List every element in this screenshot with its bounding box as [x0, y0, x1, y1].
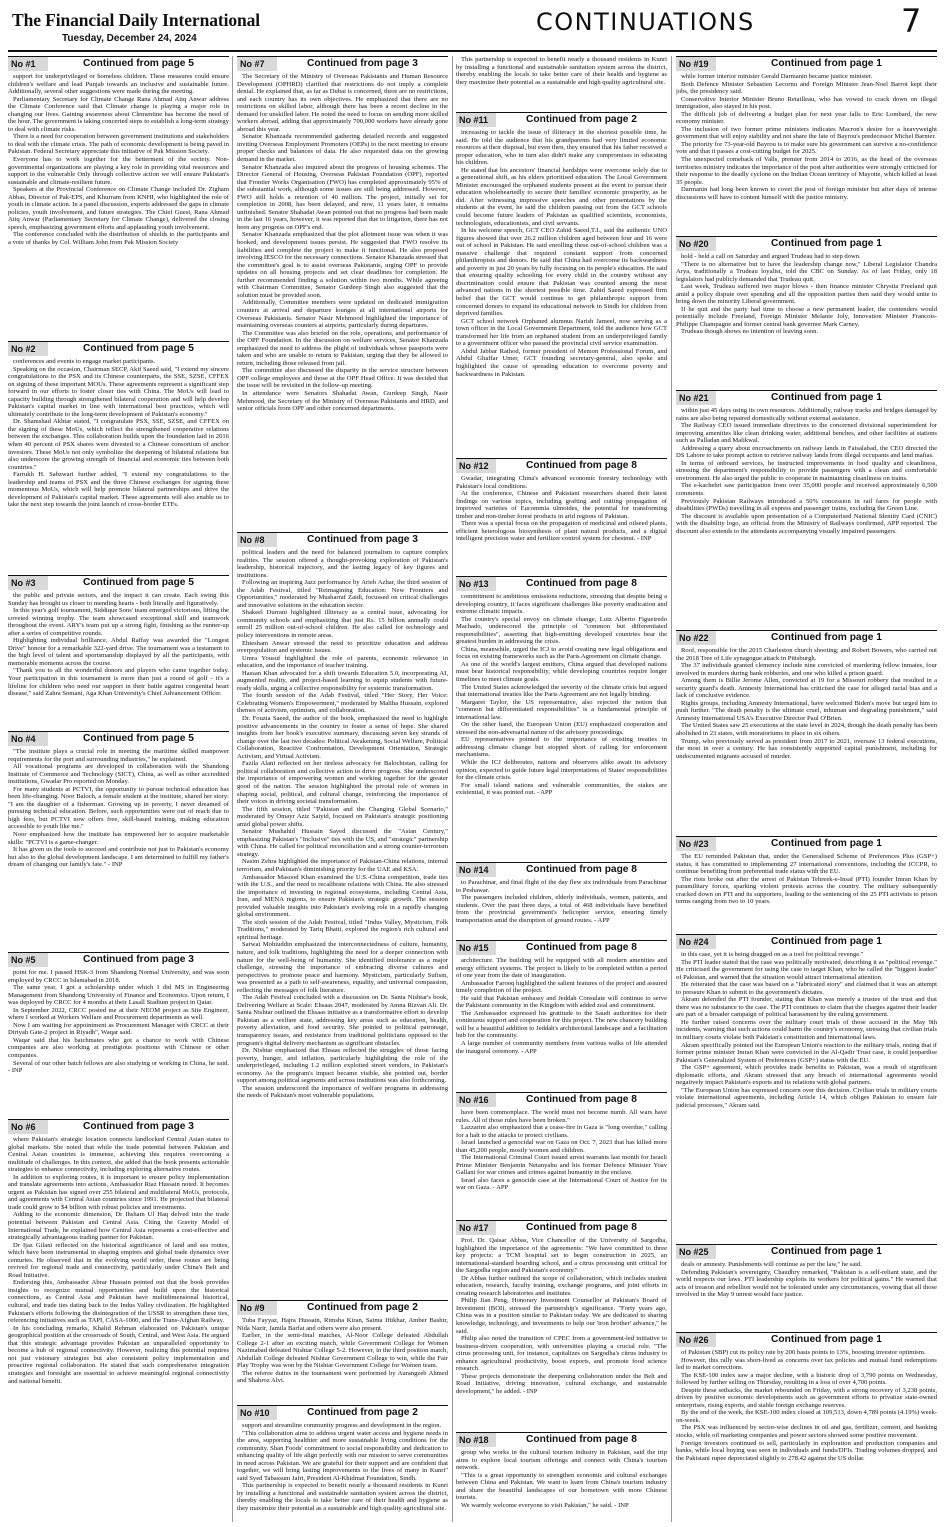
article-paragraph: Ambassador Farooq highlighted the salient features of the project and assured timely completion of the project. [456, 979, 667, 995]
article-paragraph: Dr. Shamshad Akhtar stated, "I congratulate PSX, SSE, SZSE, and CFFEX on the signing of these MoUs, which reflect the strengthened cooperative relations between the exchanges. This collaboration builds upon the foundation laid in 2016 when 40 percent of PSX shares were divested to a Chinese consortium of anchor investors. These MoUs not only symbolize the deepening of bilateral relations but also underscore the growing strength of financial and economic ties between both countries." [8, 418, 229, 471]
article-paragraph: group who works in the cultural tourism industry in Pakistan, said the trip aims to explore local tourism offerings and connect with China's tourism network. [456, 1449, 667, 1472]
article-paragraph: Additionally, Committee members were updated on dedicated immigration counters at arrival and departure lounges at all international airports for Overseas Pakistanis. Senator Nasir Mehmood highlighted the importance of maintaining overseas counters at airports, particularly during departures. [237, 299, 448, 330]
article-paragraph: "This is a great opportunity to strengthen economic and cultural exchanges between China and Pakistan. We want to learn from China's tourism industry and share the beautiful landscapes of our hometown with more Chinese tourists. [456, 1471, 667, 1502]
continued-from-label: Continued from page 5 [83, 733, 194, 744]
article-header [456, 1432, 667, 1447]
article-paragraph: The passengers included children, elderly individuals, women, patients, and students. Over the past three days, a total of 468 individuals have benefited from the provincial government's helicopter service, ensuring timely transportation amid the disruption of ground routes. - APP [456, 894, 667, 924]
article-body [676, 407, 937, 535]
article-paragraph: Israel also faces a genocide case at the International Court of Justice for its war on Gaza. - APP [456, 1176, 667, 1192]
article-header [676, 56, 937, 71]
article-paragraph: commitment to ambitious emissions reductions, stressing that despite being a developing country, it faces significant challenges like poverty eradication and extreme climatic impacts. [456, 593, 667, 616]
article-header [456, 112, 667, 127]
article-number: No #13 [456, 577, 496, 591]
article-number: No #7 [237, 57, 277, 71]
article-paragraph: He further raised concerns over the military court trials of those accused in the May 9th incidents, warning that such actions could harm the country's economy, stressing that civilian trials in military courts violate both Pakistan's constitution and international laws. [676, 1018, 937, 1042]
article-paragraph: He reiterated that the case was based on a "fabricated story" and claimed that it was an attempt to pressure Khan to submit to the government's dictates. [676, 981, 937, 996]
article-paragraph: where Pakistan's strategic location connects landlocked Central Asian states to global markets. She noted that while the trade potential between Pakistan and Central Asian countries is immense, achieving this requires overcoming a multitude of challenges. In this context, she added that the book presents actionable strategies to enhance connectivity, including exploring alternative routes. [8, 1136, 229, 1174]
article-paragraph: However, this rally was short-lived as concerns over tax policies and mutual fund redemptions led to market corrections. [676, 1356, 937, 1372]
continued-from-label: Continued from page 1 [771, 238, 882, 249]
column-2 [237, 56, 448, 1522]
article-body [676, 647, 937, 760]
masthead [8, 4, 937, 52]
newspaper-name: The Financial Daily International [12, 10, 261, 30]
article-body [8, 73, 229, 247]
article-number: No #24 [676, 935, 716, 949]
article-paragraph: Senator Khanzada emphasized that the plot allotment issue was when it was booked, and development issues persist. He suggested that FWO resolve its liabilities and complete the project to make it functional. He also proposed involving IESCO for the necessary connections. Senator Khanzada stressed that the committee's goal is to assist overseas Pakistanis, urging OPF to provide updates on all housing projects and set clear deadlines for completion. He further recommended finding a solution within two months. While agreeing with Chairman Committee, Senator Gurdeep Singh also suggested that the solution must be provided soon. [237, 231, 448, 299]
article-paragraph: Dr Abbas further outlined the scope of collaboration, which includes student education, research, faculty training, exchange programs, and joint efforts in creating research laboratories and institutes. [456, 1274, 667, 1297]
article-paragraph: The United States acknowledged the severity of the climate crisis but argued that international treaties like the Paris Agreement are not legally binding. [456, 683, 667, 699]
article-paragraph: Israel launched a genocidal war on Gaza on Oct. 7, 2023 that has killed more than 45,200 people, mostly women and children. [456, 1139, 667, 1154]
article-header [8, 952, 229, 967]
article-paragraph: Previously Pakistan Railways introduced a 50% concession in rail fares for people with disabilities (PWDs) travelling in all express and passenger trains, excluding the Green Line. [676, 497, 937, 513]
article-paragraph: Rights groups, including Amnesty International, have welcomed Biden's move but urged him to push further. "The death penalty is the ultimate cruel, inhuman and degrading punishment," said Amnesty International USA's Executive Director Paul O'Brien. [676, 699, 937, 722]
article-paragraph: Addressing a query about encroachments on railway lands in Faisalabad, the CEO directed the DS Lahore to take prompt action to retrieve railway lands from illegal occupants and land mafias. [676, 444, 937, 460]
column-1 [8, 56, 229, 1522]
article-header [8, 341, 229, 356]
column-rule [232, 56, 233, 1522]
article-paragraph: In his welcome speech, GCT CEO Zahid Saeed,T.I., said the authentic UNO figures showed that over 26.2 million children aged between four and 16 were out of school in Pakistan. He said enrolling these out-of-school children was a massive challenge that required constant support from concerned philanthropists and donors. He said that China had overcome its backwardness and poverty in just 20 years by fully focusing on its people's education. He said that ensuring quality schooling for every child in the country without any discrimination could ensure that Pakistan was counted among the most advanced nations in the shortest possible time. Zahid Saeed expressed firm belief that the GCT would continue to get philanthropic support from concerned donors to expand its educational network in Sindh for children from deprived families. [456, 227, 667, 318]
article-block [456, 1432, 667, 1522]
article-paragraph: Fazila Alani reflected on her tireless advocacy for Balochistan, calling for political collaboration and collective action to drive progress. She underscored the importance of empowering women and working together for the greater good of the nation. The session highlighted the pivotal role of women in shaping social, political, and cultural change, reinforcing the importance of their voices in driving societal transformation. [237, 760, 448, 806]
article-block [676, 1332, 937, 1522]
article-paragraph: By the end of the week, the KSE-100 index closed at 109,513, down 4,789 points (4.19%) week-on-week. [676, 1409, 937, 1424]
article-paragraph: Among them is Billie Jerome Allen, convicted at 19 for a Missouri robbery that resulted in a security guard's death. Amnesty International has criticised the case for alleged racial bias and a lack of conclusive evidence. [676, 677, 937, 700]
article-body [8, 592, 229, 698]
article-paragraph: Umra Yousuf highlighted the role of parents, economic relevance in education, and the importance of teacher training. [237, 654, 448, 670]
article-paragraph: The EU reminded Pakistan that, under the Generalised Scheme of Preferences Plus (GSP+) status, it has committed to implementing 27 international conventions, including the ICCPR, to continue benefiting from preferential trade status with the EU. [676, 853, 937, 876]
article-number: No #17 [456, 1221, 496, 1235]
issue-date: Tuesday, December 24, 2024 [62, 33, 197, 44]
article-paragraph: Endorsing this, Ambassador Abrar Hussain pointed out that the book provides insights to recognize mutual opportunities and build upon the historical connections, as Central Asia and Pakistan have multidimensional historical, cultural, and trade ties dating back to the Indus Valley civilization. He highlighted Pakistan's efforts following the disintegration of the USSR to strengthen these ties, referencing initiatives such as TAPI, CASA-1000, and the Trans-Afghan Railway. [8, 1279, 229, 1325]
article-header [676, 934, 937, 949]
article-paragraph: Several of our other batch fellows are also studying or working in China, he said. - INP [8, 1059, 229, 1075]
article-paragraph: In terms of onboard services, he instructed improvements in food quality and cleanliness, stressing the department's responsibility to provide passengers with a clean and comfortable environment. He also urged the public to cooperate in maintaining cleanliness on trains. [676, 459, 937, 482]
article-body [456, 593, 667, 797]
continued-from-label: Continued from page 8 [526, 1434, 637, 1445]
article-block [8, 56, 229, 339]
article-paragraph: Gwadar, integrating China's advanced economic forestry technology with Pakistan's local conditions. [456, 475, 667, 490]
article-paragraph: Following an inspiring Jazz performance by Arieb Azhar, the third session of the Adab Festival, titled "Reimagining Education: New Frontiers and Opportunities," moderated by Musharraf Zaidi, focussed on critical challenges and innovative solutions in the education sector. [237, 579, 448, 609]
article-paragraph: The GSP+ agreement, which provides trade benefits to Pakistan, was a result of significant diplomatic efforts, and Akram stressed that any breach of international agreements would negatively impact Pakistan's exports and its relations with global partners. [676, 1064, 937, 1087]
article-paragraph: At the conference, Chinese and Pakistani researchers shared their latest findings on various topics, including grafting and cutting propagation of improved varieties of Eucommia ulmoides, the potential for transforming timber and non-timber forest products in arid regions of Pakistan. [456, 490, 667, 520]
article-paragraph: The riots broke out after the arrest of Pakistan Tehreek-e-Insaf (PTI) founder Imran Khan by paramilitary forces, sparking violent protests across the country. The military subsequently cracked down on PTI and its supporters, leading to the sentencing of the 25 PTI activists to prison terms ranging from two to 10 years. [676, 875, 937, 906]
article-paragraph: have been commonplace. The world must not become numb. All wars have rules. All of those rules have been broken." [456, 1109, 667, 1124]
article-block [456, 1092, 667, 1217]
article-paragraph: Foreign investors continued to sell, particularly in exploration and production companies and banks, while local buying was seen in individuals and funds/DFIs. Trading volumes dropped, and the Pakistani rupee depreciated slightly to 278.42 against the US dollar. [676, 1439, 937, 1462]
article-body [237, 1317, 448, 1385]
article-body [456, 129, 667, 378]
article-paragraph: Now I am waiting for appointment as Procurement Manager with CRCC at their Diriyah Gate-2 project in Riyadh", Waqar said. [8, 1021, 229, 1037]
page-number: 7 [901, 2, 922, 40]
article-paragraph: Despite these setbacks, the market rebounded on Friday, with a strong recovery of 3,238 points, driven by positive economic developments such as government efforts to privatize state-owned enterprises, rising exports, and stable foreign exchange reserves. [676, 1386, 937, 1409]
article-paragraph: The fourth session of the Adab Festival, titled "Her Story, Her Voice: Celebrating Women's Empowerment," moderated by Maliha Hussain, explored themes of activism, optimism, and collaboration. [237, 692, 448, 715]
article-paragraph: The Railway CEO issued immediate directives to the concerned divisional superintendent for improving amenities like clean drinking water, additional benches, and other facilities at stations such as Palladan and Malikwal. [676, 422, 937, 445]
article-block [237, 532, 448, 1293]
article-paragraph: Conservative Interior Minister Bruno Retailleau, who has vowed to crack down on illegal immigration, also stayed in his post. [676, 95, 937, 111]
article-header [8, 56, 229, 71]
article-paragraph: Everyone has to work together for the betterment of the society. Non-governmental organizations are playing a key role in providing vital resources and support to the vulnerable Only through collective action we will ensure Pakistan's sustainable and climate-resilient future. [8, 156, 229, 186]
article-block [8, 952, 229, 1076]
article-paragraph: Adding to the economic dimension, Dr Ihsham Ul Haq delved into the trade potential between Pakistan and Central Asia. Citing the Gravity Model of International Trade, he explained how Central Asia represents a cost-effective and strategically advantageous trading partner for Pakistan. [8, 1211, 229, 1242]
article-paragraph: The same year, I got a scholarship under which I did MS in Engineering Management from Shandong University of Finance and Economics. Upon return, I was deployed by CRCC for 4 months at their Lasall Stadium project in Qatar. [8, 984, 229, 1007]
article-paragraph: architecture. The building will be equipped with all modern amenities and energy efficient systems. The project is likely to be completed within a period of one year from the date of inauguration. [456, 957, 667, 980]
continued-from-label: Continued from page 8 [526, 864, 637, 875]
article-paragraph: The referee duties in the tournament were performed by Aurangzeb Ahmed and Shahroz Alvi. [237, 1369, 448, 1385]
article-paragraph: Senator Khanzada also inquired about the progress of housing schemes. The Director General of Housing, Overseas Pakistan Foundation (OPF), reported that Frontier Works Organisation (FWO) has completed approximately 95% of the substantial work, although some issues are still being addressed. However, FWO still holds a retention of 40 million. The project, initially set for completion in 2008, has been delayed, and now, 11 years later, it remains unfinished. Senator Shahadat Awan pointed out that no progress had been made in the last 16 years, however, it was reported that due to litigation, there has not been any progress on OPF's end. [237, 163, 448, 231]
article-block [8, 575, 229, 727]
article-number: No #5 [8, 953, 48, 967]
article-block [456, 458, 667, 570]
continued-from-label: Continued from page 2 [307, 1407, 418, 1418]
article-number: No #20 [676, 237, 716, 251]
continued-from-label: Continued from page 1 [771, 838, 882, 849]
article-block [676, 1244, 937, 1326]
article-paragraph: Ambassador Masood Khan examined the U.S.-China competition, trade ties with the U.S., and the need to recalibrate relations with China. He also stressed the importance of investing in regional ecosystems, including Central Asia, Iran, and MENA regions, to ensure Pakistan's strategic growth. The session provided valuable insights into Pakistan's evolving role in a rapidly changing global environment. [237, 873, 448, 919]
article-paragraph: For many students at PCTVI, the opportunity to pursue technical education has been life-changing. Noor Baloch, a female student at the institute, shared her story: "I am the daughter of a fisherman. Growing up in poverty, I never dreamed of pursuing technical education. Before, such opportunities were out of reach due to high fees, but PCTVI now offers free, skill-based training, making education accessible to youth like me." [8, 785, 229, 831]
article-paragraph: He said that Pakistan embassy and Jeddah Consulate will continue to serve the Pakistani community in the Kingdom with added zeal and commitment. [456, 994, 667, 1010]
article-paragraph: The discount is available upon presentation of a Computerised National Identity Card (CNIC) with the disability logo, an official from the Ministry of Railways confirmed, APP reported. The discount also extends to the attendants accompanying visually impaired passengers. [676, 512, 937, 535]
article-body [676, 73, 937, 201]
article-paragraph: Ehtesham Anwar stressed the need to prioritize education and address overpopulation and systemic issues. [237, 639, 448, 655]
article-paragraph: Philip also noted the transition of CPEC from a government-led initiative to business-driven cooperation, with universities playing a crucial role. "The citrus processing unit, for instance, capitalizes on Sargodha's citrus industry to enhance agricultural productivity, boost exports, and promote food science research. [456, 1335, 667, 1373]
article-body [456, 475, 667, 543]
article-header [456, 1092, 667, 1107]
article-paragraph: The fifth session, titled "Pakistan and the Changing Global Scenario," moderated by Omayr Aziz Saiyid, focused on Pakistan's strategic positioning amid global power shifts. [237, 805, 448, 828]
article-number: No #15 [456, 941, 496, 955]
article-paragraph: The Committee was also briefed on the role, operations, and performance of the OPF Foundation. In the discussion on welfare services, Senator Khanzada emphasized the need to address the plight of individuals whose passports were taken and who are unable to return to Pakistan, urging that they be allowed to return, including those released from jail. [237, 329, 448, 367]
article-body [676, 951, 937, 1109]
continued-from-label: Continued from page 5 [83, 58, 194, 69]
article-number: No #11 [456, 113, 496, 127]
article-paragraph: "The European Union has expressed concern over this decision. Civilian trials in military courts violate international agreements, including Article 14, which obliges Pakistan to ensure fair judicial processes," Akram said. [676, 1086, 937, 1109]
article-header [456, 862, 667, 877]
article-body [456, 56, 667, 86]
article-paragraph: Defending Pakistan's sovereignty, Chaudhry remarked, "Pakistan is a self-reliant state, and the world respects our laws. PTI leadership exploits its workers for political gains." He warned that acts of treason and rebellion would not be tolerated under any circumstances, vowing that all those involved in the May 9 unrest would face justice. [676, 1268, 937, 1299]
article-paragraph: Senator Khanzada recommended gathering detailed records and suggested inviting Overseas Employment Promoters (OEPs) to the next meeting to ensure proper checks and balances of data. He also requested data on the growing demand in the market. [237, 133, 448, 164]
article-block [456, 940, 667, 1068]
article-paragraph: hold - held a call on Saturday and argued Trudeau had to step down. [681, 253, 861, 260]
article-block [676, 236, 937, 386]
article-paragraph: Trump, who previously served as president from 2017 to 2021, oversaw 13 federal executions, the most in over a century. He has consistently supported capital punishment, including for undocumented migrants accused of murder. [676, 737, 937, 760]
article-paragraph: in this case, yet it is being dragged on as a tool for political revenge." [681, 951, 864, 958]
article-paragraph: Noor emphasized how the institute has empowered her to acquire marketable skills: "PCTVI is a game-changer. [8, 831, 229, 846]
article-body [8, 1136, 229, 1385]
article-paragraph: Sarwat Mohiuddin emphasized the interconnectedness of culture, humanity, nature, and folk traditions, highlighting the need for a deeper connection with nature for the well-being of humanity. She identified intolerance as a major challenge, stressing the importance of embracing diverse cultures and perspectives to promote peace and harmony. Mysticism, particularly Sufism, was presented as a path to self-awareness, equality, and universal compassion, reflecting the messages of folk literature. [237, 941, 448, 994]
continued-from-label: Continued from page 8 [526, 1094, 637, 1105]
article-paragraph: Roof, responsible for the 2015 Charleston church shooting; and Robert Bowers, who carried out the 2018 Tree of Life synagogue attack in Pittsburgh. [676, 647, 937, 662]
article-paragraph: Nasim Zehra highlighted the importance of Pakistan-China relations, internal terrorism, and Pakistan's diminishing priority for the UAE and KSA. [237, 858, 448, 873]
article-number: No #1 [8, 57, 48, 71]
article-paragraph: Philip Jian Peng, Honorary Investment Counsellor at Pakistan's Board of Investment (BOI), stressed the partnership's significance. "Forty years ago, China was in a position similar to Pakistan today. We are dedicated to sharing knowledge, technology, and investments to help our 'iron brother' advance," he said. [456, 1297, 667, 1335]
article-paragraph: In September 2022, CRCC posted me at their NEOM project as Site Engineer, where I worked at Workers Welfare and Procurement departments as well. [8, 1006, 229, 1022]
continued-from-label: Continued from page 3 [83, 1121, 194, 1132]
article-number: No #26 [676, 1333, 716, 1347]
continued-from-label: Continued from page 1 [771, 632, 882, 643]
article-paragraph: There is a need for cooperation between government institutions and stakeholders to deal with the climate crisis. The path of economic development is being paved in Pakistan. Federal Secretary appreciate this initiative of Pak Mission Society. [8, 133, 229, 156]
article-body [237, 1422, 448, 1513]
article-paragraph: The inclusion of two former prime ministers indicates Macron's desire for a heavyweight government that will enjoy stability and not share the fate of Bayrou's predecessor Michel Barnier. [676, 125, 937, 141]
article-block [676, 934, 937, 1240]
continued-from-label: Continued from page 3 [307, 534, 418, 545]
article-body [676, 853, 937, 906]
article-header [676, 630, 937, 645]
article-paragraph: In attendance were Senators Shahadat Awan, Gurdeep Singh, Nasir Mehmood, the Secretary of the Ministry of Overseas Pakistanis and HRD, and senior officials from OPF and other concerned departments. [237, 389, 448, 413]
article-paragraph: "The institute plays a crucial role in meeting the maritime skilled manpower requirements for the port and surrounding industries," he explained. [8, 748, 229, 763]
article-paragraph: "This collaboration aims to address urgent water access and hygiene needs in the area, supporting healthier and more sustainable living conditions for the community. Shan Foods' commitment to social responsibility and dedication to enhancing quality of life align perfectly with our mission to serve communities in need across Pakistan. We are grateful for their support and are confident that together, we will bring lasting improvements to the lives of many in Kunri" said Syed Tabassum Jafri, President Al-Khidmat Foundation, Sindh. [237, 1429, 448, 1482]
article-paragraph: It has given us the tools to succeed and contribute not just to Pakistan's economy but also to the global development landscape. I am determined to fulfill my father's dream of changing our family's fate." - INP [8, 846, 229, 869]
article-paragraph: The e-kachehri saw participation from over 35,000 people and received approximately 6,500 comments. [676, 482, 937, 498]
article-header [676, 1244, 937, 1259]
article-paragraph: increasing to tackle the issue of illiteracy in the shortest possible time, he said. He told the audience that his grandparents had very limited economic resources at their disposal, but even then, they ensured that his father received a proper education, who in turn also didn't make any compromises in educating his children. [456, 129, 667, 167]
column-rule [452, 56, 453, 1522]
article-header [456, 458, 667, 473]
article-paragraph: Last week, Trudeau suffered two major blows - then finance minister Chrystia Freeland quit amid a policy dispute over spending and all the opposition parties then said they would unite to bring down the minority Liberal government. [676, 283, 937, 306]
article-number: No #23 [676, 837, 716, 851]
article-paragraph: conferences and events to engage market participants. [13, 358, 156, 365]
article-paragraph: He stated that his ancestors' financial hardships were overcome solely due to a generational shift, as his elders prioritised education. The Local Government Minister encouraged the orphaned students present at the event to pursue their education wholeheartedly to secure their families' economic prosperity, as he did. After witnessing impressive speeches and other presentations by the students at the event, he said the children passing out from the GCT schools could become future leaders of Pakistan as qualified scientists, economists, technologists, educationists, and civil servants. [456, 166, 667, 227]
article-paragraph: "Thank you to all the wonderful donors and players who came together today. Your participation in this tournament is more than just a round of golf - it's a lifeline for children who need our support in their battle against congenital heart disease," said Zahra Somani, Aga Khan University's Chief Advancement Officer. [8, 667, 229, 698]
article-body [8, 358, 229, 509]
column-4 [676, 56, 937, 1522]
article-number: No #9 [237, 1301, 277, 1315]
article-body [676, 1349, 937, 1462]
article-header [456, 576, 667, 591]
article-paragraph: In addition to exploring routes, it is important to ensure policy implementation and translate agreements into actions, Ambassador Riaz Hussain noted. It becomes urgent as Pakistan has signed over 255 bilateral and multilateral MoUs, protocols, and agreements with Central Asian countries since 1991. He projected that bilateral trade could grow to $4 billion with robust policies and investments. [8, 1173, 229, 1211]
article-paragraph: The country's special envoy on climate change, Luiz Alberto Figueiredo Machado, underscored the principle of "common but differentiated responsibilities", asserting that high-emitting developed countries bear the greatest burden in addressing the crisis. [456, 615, 667, 646]
article-header [676, 1332, 937, 1347]
article-paragraph: support and streamline community progress and development in the region. [242, 1422, 442, 1429]
continued-from-label: Continued from page 5 [83, 577, 194, 588]
article-paragraph: Earlier, in the semi-final matches, Al-Noor College defeated Abdullah College 2-1 after an exciting match, while Government College for Women Nazimabad defeated Nishtar College 5-2. However, in the third position match, Abdullah College defeated Nishtar Government College to win, while the Fair Play Trophy was won by the Nishtar Government College for Women team. [237, 1332, 448, 1370]
continued-from-label: Continued from page 1 [771, 58, 882, 69]
article-paragraph: Parliamentary Secretary for Climate Change Rana Ahmad Atiq Anwar address the Climate Conference said that Climate change is playing a major role in changing our lives. Gaining awareness about Clementine has become the need of the hour. The government is taking concerted steps to establish a long-term strategy to deal with climate risks. [8, 95, 229, 133]
article-paragraph: The unexpected comeback of Valls, premier from 2014 to 2016, as the head of the overseas territories ministry indicates the importance of the post after authorities were strongly criticised for their response to the deadly cyclone on the Indian Ocean territory of Mayotte, which killed at least 35 people. [676, 156, 937, 186]
article-paragraph: All vocational programs are developed in collaboration with the Shandong Institute of Commerce and Technology (SICT), China, as well as other accredited institutions, Gwadar Pro reported on Monday. [8, 763, 229, 786]
article-paragraph: Abdul Jabbar Rathod, former president of Memon Professional Forum, and Abdul Ghaffar Umer, GCT founding secretary-general, also spoke and highlighted the cause of spreading education to overcome poverty and backwardness in Pakistan. [456, 347, 667, 378]
article-paragraph: The KSE-100 index saw a major decline, with a historic drop of 3,790 points on Wednesday, followed by further selling on Thursday, resulting in a loss of over 4,700 points. [676, 1371, 937, 1387]
article-paragraph: This partnership is expected to benefit nearly a thousand residents in Kunri by installing a functional and sustainable sanitation system across the district, thereby enabling the locals to take better care of their health and hygiene as they maximize their potential as a sustainable and high quality agricultural site. [456, 56, 667, 86]
article-paragraph: Dr. Fouzia Saeed, the author of the book, emphasized the need to highlight positive advancements in the country to foster a sense of hope. She shared insights from her book's executive summary, discussing seven key strands of change over the last two decades: Political Awakening, Social Welfare, Political Collaboration, Reactive Confrontation, Development Orientation, Strategic Activism, and Virtual Activism. [237, 715, 448, 760]
article-header [676, 836, 937, 851]
article-header [8, 575, 229, 590]
continued-from-label: Continued from page 8 [526, 1222, 637, 1233]
continued-from-label: Continued from page 2 [526, 114, 637, 125]
continued-from-label: Continued from page 3 [307, 58, 418, 69]
article-number: No #8 [237, 533, 277, 547]
article-body [456, 1237, 667, 1395]
column-rule [671, 56, 672, 1522]
article-paragraph: As one of the world's largest emitters, China argued that developed nations must bear historical responsibility, while developing countries require longer timelines to meet climate goals. [456, 660, 667, 684]
article-paragraph: Akram defended the PTI founder, stating that Khan was merely a trustee of the trust and that there was no substance to the case. The PTI continues to claim that the charges against their leader are part of a broader campaign of political harassment by the ruling government. [676, 996, 937, 1019]
article-paragraph: For small island nations and vulnerable communities, the stakes are existential, it was pointed out. - APP [456, 781, 667, 797]
article-paragraph: The difficult job of delivering a budget plan for next year falls to Eric Lombard, the new economy minister. [676, 110, 937, 126]
article-paragraph: the public and private sectors, and the impact it can create. Each swing this Sunday has brought us closer to mending hearts - both literally and figuratively. [8, 592, 229, 607]
article-paragraph: Waqar said that his batchmates who got a chance to work with Chinese companies are also working at prestigious positions with Chinese or other companies. [8, 1036, 229, 1060]
article-paragraph: Hassan Khan advocated for a shift towards Education 5.0, incorporating AI, augmented reality, and project-based learning to equip students with future-ready skills, urging a collective responsibility for systemic transformation. [237, 669, 448, 692]
article-header [676, 390, 937, 405]
section-title: CONTINUATIONS [536, 8, 755, 36]
column-3 [456, 56, 667, 1522]
article-paragraph: The 37 individuals granted clemency include nine convicted of murdering fellow inmates, four involved in murders during bank robberies, and one who killed a prison guard. [676, 662, 937, 677]
article-paragraph: The PSX was influenced by sector-wise declines in oil and gas, fertilizer, cement, and banking stocks, while oil marketing companies and power sectors showed some positive movement. [676, 1424, 937, 1440]
article-body [676, 1261, 937, 1299]
article-number: No #22 [676, 631, 716, 645]
article-paragraph: The priority for 73-year-old Bayrou is to make sure his government can survive a no-confidence vote and that it passes a cost-cutting budget for 2025. [676, 140, 937, 156]
article-number: No #3 [8, 576, 48, 590]
article-paragraph: Shakeel Durrani highlighted illiteracy as a central issue, advocating for community schools and emphasizing that just Rs. 15 billion annually could enroll 25 million out-of-school children. He also called for technology and policy interventions in remote areas. [237, 609, 448, 640]
article-paragraph: Dr. Nishtar emphasized that Ehsaas reflected the struggles of those facing poverty, hunger, and inflation, particularly highlighting the role of the underprivileged, including 1.2 million exploited street vendors, in Pakistan's economy. As the program's impact became visible, she pointed out, border support among political segments and across institutions was also forthcoming. [237, 1047, 448, 1085]
article-block [456, 112, 667, 454]
article-number: No #6 [8, 1120, 48, 1134]
article-block [676, 390, 937, 626]
article-number: No #10 [237, 1406, 277, 1420]
article-paragraph: The session underscored the importance of welfare programs in addressing the needs of Pakistan's most vulnerable populations. [237, 1084, 448, 1100]
article-paragraph: of Pakistan (SBP) cut its policy rate by 200 basis points to 13%, boosting investor optimism. [681, 1349, 926, 1356]
article-block [8, 1119, 229, 1522]
article-header [676, 236, 937, 251]
article-paragraph: In his concluding remarks, Khalid Rehman elaborated on Pakistan's unique geographical position at the crossroads of South, Central, and West Asia. He argued that this strategic advantage provides Pakistan an unparalleled opportunity to become a hub of regional connectivity. However, realizing this potential requires not just visionary strategies but also consistent policy implementation and proactive regional collaboration. He stated that such comprehensive integration strategies and foresight are essential to achieve meaningful regional connectivity and national benefit. [8, 1324, 229, 1385]
article-paragraph: We warmly welcome everyone to visit Pakistan," he said. - INP [461, 1501, 629, 1509]
article-paragraph: Highlighting individual brilliance, Abdul Raffay was awarded the "Longest Drive" honour for a remarkable 322-yard drive. The tournament was a testament to the high level of talent and sportsmanship displayed by all the participants, with memorable moments across the course. [8, 637, 229, 667]
article-header [456, 940, 667, 955]
article-paragraph: Speakers at the Provincial Conference on Climate Change included Dr. Zigham Abbas, Director of Pak-EPS, and Khurram from KNHI, who highlighted the role of youth in climate action. In a panel discussion, experts addressed the gaps in climate policies, youth involvement, and future strategies. The Chief Guest, Rana Ahmad Atiq Anwar (Parliamentary Secretary for Climate Change), delivered the closing speech, emphasizing government efforts and applauding youth involvement. [8, 186, 229, 231]
article-block [8, 341, 229, 567]
continued-from-label: Continued from page 1 [771, 936, 882, 947]
article-paragraph: The Ambassador expressed his gratitude to the Saudi authorities for their continuous support and cooperation for this project. The new chancery building will be a beautiful addition to Jeddah's architectural landscape and a facilitation hub for the community. [456, 1009, 667, 1040]
article-block [456, 862, 667, 934]
article-body [237, 73, 448, 413]
continued-from-label: Continued from page 3 [83, 954, 194, 965]
article-paragraph: This partnership is expected to benefit nearly a thousand residents in Kunri by installing a functional and sustainable sanitation system across the district, thereby enabling the locals to take better care of their health and hygiene as they maximize their potential as a sustainable and high quality agricultural site. [237, 1482, 448, 1513]
continued-from-label: Continued from page 5 [83, 343, 194, 354]
continued-from-label: Continued from page 1 [771, 392, 882, 403]
article-paragraph: deals or amnesty. Punishments will continue as per the law," he said. [681, 1261, 862, 1268]
article-header [237, 56, 448, 71]
article-block [456, 576, 667, 858]
article-paragraph: GCT school network Orphaned alumnus Narish Jameel, now serving as a town officer in the Local Government Department, told the audience how GCT transformed her life from an orphaned student from an underprivileged family to a government officer who passed the provincial civil service examination. [456, 317, 667, 348]
article-paragraph: within just 45 days using its own resources. Additionally, railway tracks and bridges damaged by rains are also being repaired domestically without external assistance. [676, 407, 937, 422]
article-paragraph: The PTI leader stated that the case was politically motivated, describing it as "political revenge." He criticised the government for using the case to target Khan, who he called the "biggest leader" of Pakistan, and warned that the situation would attract international attention. [676, 958, 937, 981]
article-body [456, 1109, 667, 1192]
article-block [676, 836, 937, 928]
article-body [237, 549, 448, 1100]
article-paragraph: Akram specifically pointed out the European Union's reaction to the military trials, noting that if former prime minister Imran Khan were convicted in the Al-Qadir Trust case, it could jeopardise Pakistan's Generalized System of Preferences (GSP+) status with the EU. [676, 1041, 937, 1064]
article-paragraph: Farrukh H. Sabzwari further added, "I extend my congratulations to the leadership and teams of PSX and the three Chinese exchanges for signing these momentous MoUs, which will help promote bilateral partnerships and drive the development of Pakistan's capital market. These agreements will also enable us to take the next step towards the joint launch of cross-border ETFs. [8, 471, 229, 509]
article-number: No #16 [456, 1093, 496, 1107]
article-paragraph: Speaking on the occasion, Chairman SECP, Akif Saeed said, "I extend my sincere congratulations to the PSX and its Chinese counterparts, the SSE, SZSE, CFFEX on signing of these important MOUs. These agreements represent a significant step forward in our efforts to foster closer ties with China. The MoUs will lead to capacity building through strengthened bilateral cooperation and will help develop Pakistan's capital market in line with international best practices, which will ultimately contribute to the long-term development of Pakistan's economy." [8, 365, 229, 418]
article-paragraph: The Adab Festival concluded with a discussion on Dr. Sania Nishtar's book, Delivering Welfare at Scale: Ehsaas 2047, moderated by Amna Rizvan Ali. Dr. Sania Nishtar outlined the Ehsaas initiative as a transformative effort to develop Pakistan as a welfare state, addressing key areas such as education, health, poverty alleviation, and food security. She pointed to political patronage, transparency issues, and resistance from traditional politicians opposed to the program's digital delivery mechanism as significant obstacles. [237, 994, 448, 1047]
article-block [237, 1300, 448, 1400]
continued-from-label: Continued from page 1 [771, 1246, 882, 1257]
continued-from-label: Continued from page 8 [526, 460, 637, 471]
article-body [456, 1449, 667, 1509]
article-body [8, 969, 229, 1075]
article-paragraph: EU representatives pointed to the importance of existing treaties in addressing climate change but stopped short of calling for enforcement mechanisms. [456, 736, 667, 759]
article-paragraph: While the ICJ deliberates, nations and observers alike await its advisory opinion, expected to guide future legal interpretations of States' responsibilities for the climate crisis. [456, 759, 667, 782]
article-block [237, 56, 448, 530]
article-number: No #2 [8, 342, 48, 356]
article-paragraph: Dr Ijaz Gilani reflected on the historical significance of land and sea routes, which have been instrumental in shaping empires and global trade dynamics over centuries. He observed that in the evolving world order, these routes are being revived for regional trade and connectivity, particularly under China's Belt and Road Initiative. [8, 1241, 229, 1279]
article-paragraph: There was a special focus on the propagation of medicinal and oilseed plants, efficient heterologous biosynthesis of plant natural products, and a digital intelligent precision water and fertilizer control system for chestnut. - INP [456, 520, 667, 543]
article-header [456, 1220, 667, 1235]
article-paragraph: The committee also discussed the disparity in the service structure between OPF college employees and those at the OPF Head Office. It was decided that the issue will be revisited in the follow-up meeting. [237, 367, 448, 390]
article-body [8, 748, 229, 869]
article-paragraph: Margaret Taylor, the US representative, also rejected the notion that "common but differentiated responsibilities" is a fundamental principle of international law. [456, 698, 667, 721]
article-paragraph: China, meanwhile, urged the ICJ to avoid creating new legal obligations and focus on existing frameworks such as the Paris Agreement on climate change. [456, 645, 667, 661]
article-block [456, 1220, 667, 1426]
article-paragraph: A large number of community members from various walks of life attended the inaugural ceremony. - APP [456, 1040, 667, 1055]
article-header [237, 1300, 448, 1315]
article-paragraph: support for underprivileged or homeless children. These measures could ensure children's welfare and lead Punjab towards an inclusive and sustainable future. Additionally, several other suggestions were made during the meeting. [8, 73, 229, 96]
article-paragraph: Lazzarini also emphasized that a cease-fire in Gaza is "long overdue," calling for a halt to the attacks to protect civilians. [456, 1124, 667, 1139]
article-block [456, 56, 667, 106]
article-number: No #25 [676, 1245, 716, 1259]
article-paragraph: These projects demonstrate the deepening collaboration under the Belt and Road Initiative, driving innovation, cultural exchange, and sustainable development," he added. - INP [456, 1372, 667, 1395]
article-header [8, 731, 229, 746]
article-number: No #4 [8, 732, 48, 746]
article-number: No #18 [456, 1433, 496, 1447]
article-paragraph: point for me. I passed HSK-3 from Shandong Normal University, and was soon employed by CRCC in Islamabad in 2018. [8, 969, 229, 984]
article-paragraph: Senator Mushahid Hussain Sayed discussed the "Asian Century," emphasizing Pakistan's "Inclusive" ties with the US, and "strategic" partnership with China. He called for political reconciliation and a strong counter-terrorism strategy. [237, 828, 448, 858]
continued-from-label: Continued from page 2 [307, 1302, 418, 1313]
article-paragraph: to Parachinar, and final flight of the day flew six individuals from Parachinar to Peshawar. [456, 879, 667, 894]
article-body [676, 253, 937, 336]
article-header [237, 1405, 448, 1420]
article-paragraph: political leaders and the need for balanced journalism to capture complex realities. The session offered a thought-provoking exploration of Pakistan's leadership, historical trajectory, and the lasting legacy of key figures and institutions. [237, 549, 448, 579]
article-header [237, 532, 448, 547]
article-paragraph: Both Defence Minister Sebastien Lecornu and Foreign Minister Jean-Noel Barrot kept their jobs, the presidency said. [676, 80, 937, 96]
article-number: No #19 [676, 57, 716, 71]
article-paragraph: The International Criminal Court issued arrest warrants last month for Israeli Prime Minister Benjamin Netanyahu and his former Defence Minister Yoav Gallant for war crimes and crimes against humanity in the enclave. [456, 1154, 667, 1177]
article-paragraph: "There is no alternative but to have the leadership change now," Liberal Legislator Chandra Arya, traditionally a Trudeau loyalist, told the CBC on Sunday. As of last Friday, only 18 legislators had publicly demanded that Trudeau quit. [676, 260, 937, 283]
continued-from-label: Continued from page 1 [771, 1334, 882, 1345]
article-block [237, 1405, 448, 1522]
article-block [8, 731, 229, 931]
article-number: No #12 [456, 459, 496, 473]
continued-from-label: Continued from page 8 [526, 578, 637, 589]
continued-from-label: Continued from page 8 [526, 942, 637, 953]
article-paragraph: Trudeau though shows no intention of leaving soon. [681, 328, 819, 336]
article-number: No #14 [456, 863, 496, 877]
article-paragraph: If he quit and the party had time to choose a new permanent leader, the contenders would potentially include Freeland, Foreign Minister Melanie Joly, Innovation Minister Francois-Philippe Champagne and former central bank governor Mark Carney. [676, 305, 937, 328]
article-paragraph: The conference concluded with the distribution of shields to the participants and a vote of thanks by Col. William John from Pak Mission Society [8, 231, 229, 247]
article-paragraph: The sixth session of the Adab Festival, titled "Indus Valley, Mysticism, Folk Traditions," moderated by Tariq Bhatti, explored the region's rich cultural and spiritual heritage. [237, 918, 448, 941]
article-paragraph: The United States saw 25 executions at the state level in 2024, though the death penalty has been abolished in 23 states, with moratoriums in place in six others. [676, 722, 937, 738]
article-paragraph: The Secretary of the Ministry of Overseas Pakistanis and Human Resource Development (OPHRD) clarified that restrictions do not imply a complete denial. He explained that, as far as Dubai is concerned, there are no restrictions, and each country has its own objectives. He emphasized that there are no restrictions on skilled labor, although there has been a recent decline in the demand for unskilled labor. He noted the need to focus on sending more skilled workers abroad, adding that approximately 700,000 workers have already gone abroad this year. [237, 73, 448, 133]
article-body [456, 957, 667, 1055]
article-paragraph: Darmanin had long been known to covet the post of foreign minister but after days of intense discussions will have to content himself with the justice ministry. [676, 186, 937, 201]
article-header [8, 1119, 229, 1134]
article-paragraph: Tuba Fayyaz, Hajra Hussain, Rimsha Kiran, Saima Iftikhar, Amber Bashir, Nida Nazir, Jamila Barfat and others were also present. [237, 1317, 448, 1332]
article-paragraph: In this year's golf tournament, Siddique Sons' team emerged victorious, lifting the coveted winning trophy. The team showcased exceptional skill and teamwork throughout the event. ARY's team put up a strong fight, finishing as the runner-up after a series of competitive rounds. [8, 607, 229, 637]
article-paragraph: On the other hand, the European Union (EU) emphasized cooperation and stressed the non-adversarial nature of the advisory proceedings. [456, 721, 667, 736]
article-paragraph: Prof. Dr. Qaisar Abbas, Vice Chancellor of the University of Sargodha, highlighted the importance of the agreements: "We have committed to three key projects: a TCM hospital set to begin construction in 2025, an international-standard boarding school, and a citrus processing unit critical for the Sargodha region and Pakistan's economy." [456, 1237, 667, 1275]
article-number: No #21 [676, 391, 716, 405]
article-block [676, 630, 937, 828]
article-paragraph: while former interior minister Gerald Darmanin became justice minister. [681, 73, 873, 80]
article-block [676, 56, 937, 232]
article-body [456, 879, 667, 924]
